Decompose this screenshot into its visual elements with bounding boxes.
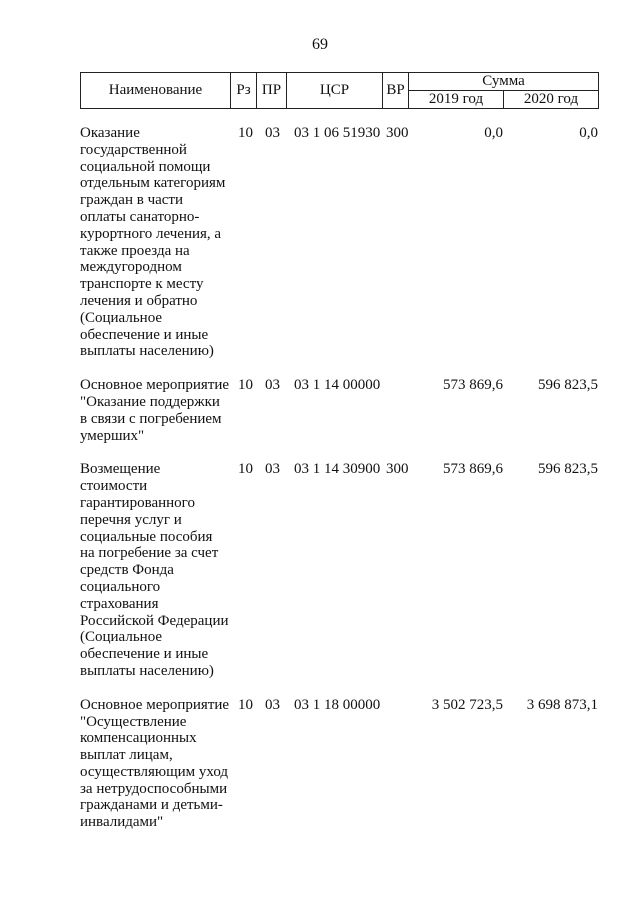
header-year-2020: 2020 год xyxy=(504,91,599,109)
row-name: Возмещение стоимости гарантированного перечня услуг и социальные пособия на погребение за счет средств Фонда социального страхования Российской Федерации (Социальное обеспечение и иные выплаты населению) xyxy=(80,461,229,679)
table-row xyxy=(80,461,598,696)
row-pr: 03 xyxy=(265,125,280,141)
row-csr: 03 1 14 00000 xyxy=(294,377,381,394)
row-sum-2020: 3 698 873,1 xyxy=(526,696,598,713)
row-rz: 10 xyxy=(238,377,253,394)
row-sum-2020: 596 823,5 xyxy=(538,461,598,478)
header-name: Наименование xyxy=(81,73,231,109)
row-csr: 03 1 14 30900 xyxy=(294,461,381,478)
row-rz: 10 xyxy=(238,125,253,141)
row-sum-2019: 573 869,6 xyxy=(443,377,503,394)
row-pr: 03 xyxy=(265,461,280,478)
header-year-2019: 2019 год xyxy=(409,91,504,109)
table-header xyxy=(80,72,599,109)
table-row xyxy=(80,125,598,377)
table-row xyxy=(80,377,598,461)
row-rz: 10 xyxy=(238,461,253,478)
row-sum-2020: 596 823,5 xyxy=(538,377,598,394)
header-csr: ЦСР xyxy=(287,73,383,109)
row-name: Основное мероприятие "Оказание поддержки в связи с погребением умерших" xyxy=(80,377,230,444)
row-pr: 03 xyxy=(265,377,280,394)
page-number: 69 xyxy=(312,36,328,53)
header-pr: ПР xyxy=(257,73,287,109)
row-vr xyxy=(382,377,408,461)
row-sum-2020: 0,0 xyxy=(579,125,598,141)
row-rz: 10 xyxy=(238,696,253,713)
row-sum-2019: 3 502 723,5 xyxy=(431,696,503,713)
row-csr: 03 1 06 51930 xyxy=(294,125,381,141)
row-pr: 03 xyxy=(265,696,280,713)
row-sum-2019: 0,0 xyxy=(484,125,503,141)
row-sum-2019: 573 869,6 xyxy=(443,461,503,478)
header-vr: ВР xyxy=(383,73,409,109)
row-name: Основное мероприятие "Осуществление компенсационных выплат лицам, осуществляющим уход за нетрудоспособными гражданами и детьми-инвалидами" xyxy=(80,696,230,831)
budget-table xyxy=(80,125,598,848)
row-vr xyxy=(382,697,408,848)
row-vr: 300 xyxy=(386,461,409,478)
table-row xyxy=(80,697,598,848)
header-sum: Сумма xyxy=(409,73,599,91)
row-name: Оказание государственной социальной помощи отдельным категориям граждан в части оплаты санаторно-курортного лечения, а также проезда на междугородном транспорте к месту лечения и обратно (Социальное обеспечение и иные выплаты населению) xyxy=(80,125,226,360)
row-vr: 300 xyxy=(386,125,409,141)
row-csr: 03 1 18 00000 xyxy=(294,696,381,713)
header-rz: Рз xyxy=(231,73,257,109)
